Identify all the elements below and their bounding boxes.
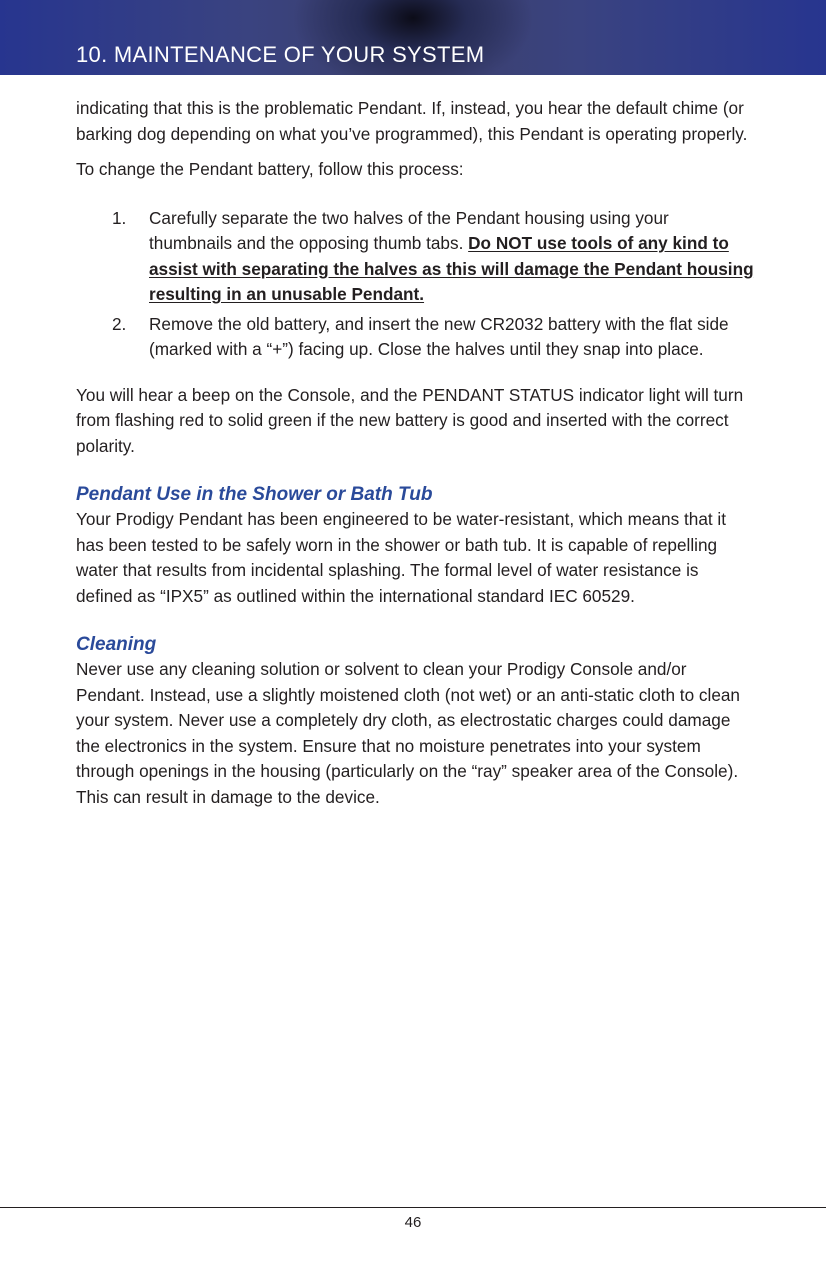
list-item [76, 206, 756, 308]
intro-paragraph: indicating that this is the problematic Pendant. If, instead, you hear the default chime (or barking dog depending on what you’ve programmed), this Pendant is operating properly. [76, 98, 748, 144]
step-number: 2. [112, 313, 127, 334]
chapter-title: 10. MAINTENANCE OF YOUR SYSTEM [76, 42, 485, 67]
battery-steps-list [76, 206, 756, 363]
after-steps-paragraph: You will hear a beep on the Console, and the PENDANT STATUS indicator light will turn from flashing red to solid green if the new battery is good and inserted with the correct polarity. [76, 384, 744, 456]
step-number: 1. [112, 207, 127, 228]
battery-intro: To change the Pendant battery, follow this process: [76, 159, 464, 179]
step-warning: Do NOT use tools of any kind to assist with separating the halves as this will damage the Pendant housing resulting in an unusable Pendant. [149, 233, 754, 304]
page-content [76, 96, 756, 810]
step-text: Carefully separate the two halves of the Pendant housing using your thumbnails and the opposing thumb tabs. [149, 207, 669, 253]
section-heading-cleaning: Cleaning [76, 634, 157, 655]
section-text-cleaning: Never use any cleaning solution or solvent to clean your Prodigy Console and/or Pendant. Instead, use a slightly moistened cloth (not wet) or an anti-static cloth to clean your system. Never use a completely dry cloth, as electrostatic charges could damage the electronics in the system. Ensure that no moisture penetrates into your system through openings in the housing (particularly on the “ray” speaker area of the Console). This can result in damage to the device. [76, 659, 740, 807]
list-item [76, 312, 756, 363]
step-text: Remove the old battery, and insert the new CR2032 battery with the flat side (marked with a “+”) facing up. Close the halves until they snap into place. [149, 313, 729, 359]
header-bar [0, 0, 826, 75]
footer-divider [0, 1207, 826, 1208]
page-number: 46 [404, 1214, 422, 1231]
section-text-shower: Your Prodigy Pendant has been engineered to be water-resistant, which means that it has been tested to be safely worn in the shower or bath tub. It is capable of repelling water that results from incidental splashing. The formal level of water resistance is defined as “IPX5” as outlined within the international standard IEC 60529. [76, 509, 727, 606]
section-heading-shower: Pendant Use in the Shower or Bath Tub [76, 484, 433, 505]
